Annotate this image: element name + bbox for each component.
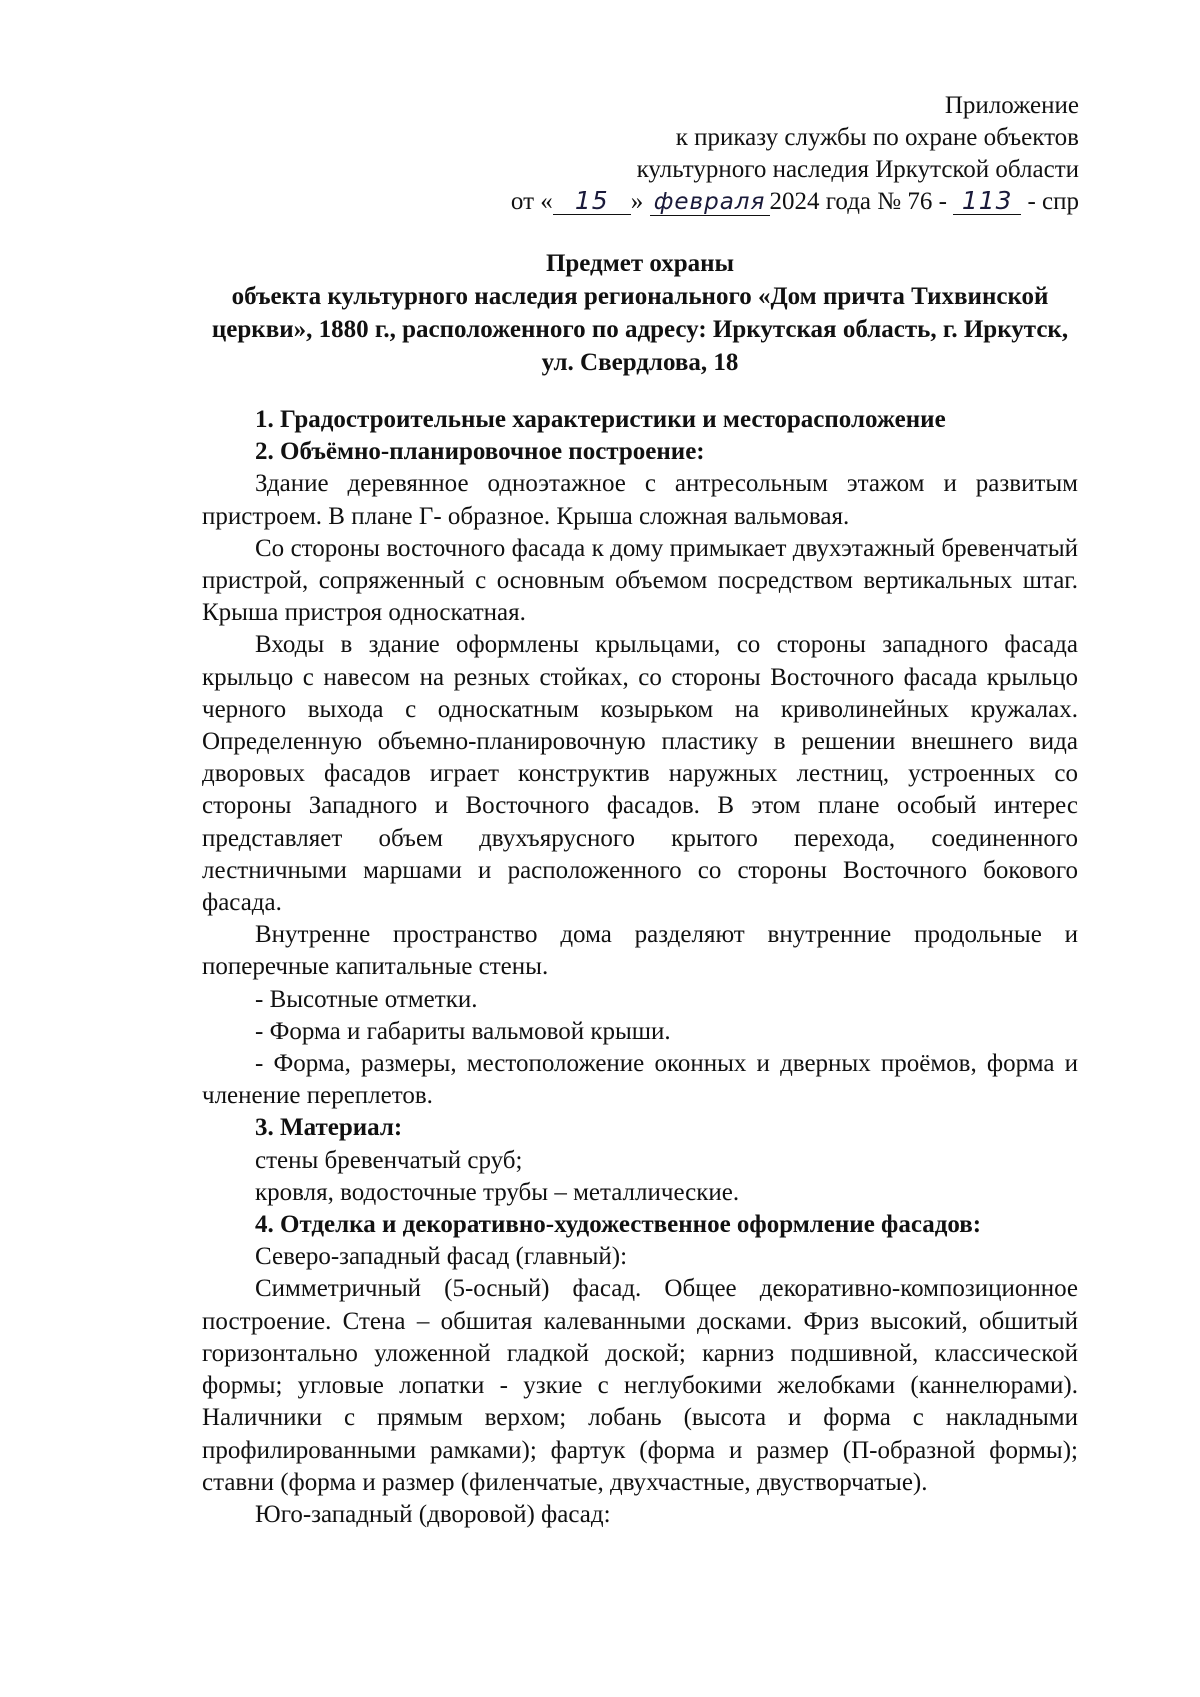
section-3-item-roofing: кровля, водосточные трубы – металлические. xyxy=(255,1178,740,1206)
section-2-item-heights: - Высотные отметки. xyxy=(255,985,478,1013)
section-2-paragraph-3: Входы в здание оформлены крыльцами, со стороны западного фасада крыльцо с навесом на резных стойках, со стороны Восточного фасада крыльцо черного выхода с односкатным козырьком на криволинейных кружалах. Определенную объемно-планировочную пластику в решении внешнего вида дворовых фасадов играет конструктив наружных лестниц, устроенных со стороны Западного и Восточного фасадов. В этом плане особый интерес представляет объем двухъярусного крытого перехода, соединенного лестничными маршами и расположенного со стороны Восточного бокового фасада. xyxy=(202,631,1078,917)
document-title xyxy=(200,247,1080,379)
section-3-heading: 3. Материал: xyxy=(255,1114,403,1142)
handwritten-day: 15 xyxy=(553,188,631,215)
section-3-item-walls: стены бревенчатый сруб; xyxy=(255,1146,523,1174)
order-date-number-line xyxy=(511,186,1079,218)
section-2-heading: 2. Объёмно-планировочное построение: xyxy=(255,438,705,466)
year-and-order-text: 2024 года № 76 - xyxy=(769,188,947,215)
section-2-item-openings: - Форма, размеры, местоположение оконных и дверных проёмов, форма и членение переплетов. xyxy=(202,1050,1078,1110)
appendix-authority-line: культурного наследия Иркутской области xyxy=(636,156,1079,183)
date-quote-close: » xyxy=(630,188,644,215)
section-4-heading: 4. Отделка и декоративно-художественное оформление фасадов: xyxy=(255,1211,982,1239)
section-4-facade-southwest: Юго-западный (дворовой) фасад: xyxy=(255,1500,611,1528)
section-1-heading: 1. Градостроительные характеристики и месторасположение xyxy=(255,406,946,433)
section-2-paragraph-1: Здание деревянное одноэтажное с антресольным этажом и развитым пристроем. В плане Г- образное. Крыша сложная вальмовая. xyxy=(202,470,1078,530)
order-appendix-header xyxy=(511,90,1079,218)
section-4-paragraph-1: Симметричный (5-осный) фасад. Общее декоративно-композиционное построение. Стена – обшитая калеванными досками. Фриз высокий, обшитый горизонтально уложенной гладкой доской; карниз подшивной, классической формы; угловые лопатки - узкие с неглубокими желобками (каннелюрами). Наличники с прямым верхом; лобань (высота и форма с накладными профилированными рамками); фартук (форма и размер (П-образной формы); ставни (форма и размер (филенчатые, двухчастные, двустворчатые). xyxy=(202,1275,1078,1496)
date-prefix: от « xyxy=(510,188,553,215)
appendix-order-line: к приказу службы по охране объектов xyxy=(675,124,1079,151)
handwritten-order-number: 113 xyxy=(953,188,1021,215)
handwritten-month: февраля xyxy=(650,189,770,216)
appendix-label: Приложение xyxy=(944,92,1079,119)
section-2-item-roof: - Форма и габариты вальмовой крыши. xyxy=(255,1017,671,1045)
section-2-paragraph-4: Внутренне пространство дома разделяют внутренние продольные и поперечные капитальные стены. xyxy=(202,921,1078,981)
section-2-paragraph-2: Со стороны восточного фасада к дому примыкает двухэтажный бревенчатый пристрой, сопряженный с основным объемом посредством вертикальных штаг. Крыша пристроя односкатная. xyxy=(202,534,1078,627)
title-object-description: объекта культурного наследия регионального «Дом причта Тихвинской церкви», 1880 г., расположенного по адресу: Иркутская область, г. Иркутск, ул. Свердлова, 18 xyxy=(211,283,1069,376)
title-main: Предмет охраны xyxy=(545,250,735,277)
section-4-facade-northwest: Северо-западный фасад (главный): xyxy=(255,1243,628,1271)
document-body xyxy=(202,404,1078,1531)
order-suffix: - спр xyxy=(1027,188,1079,215)
